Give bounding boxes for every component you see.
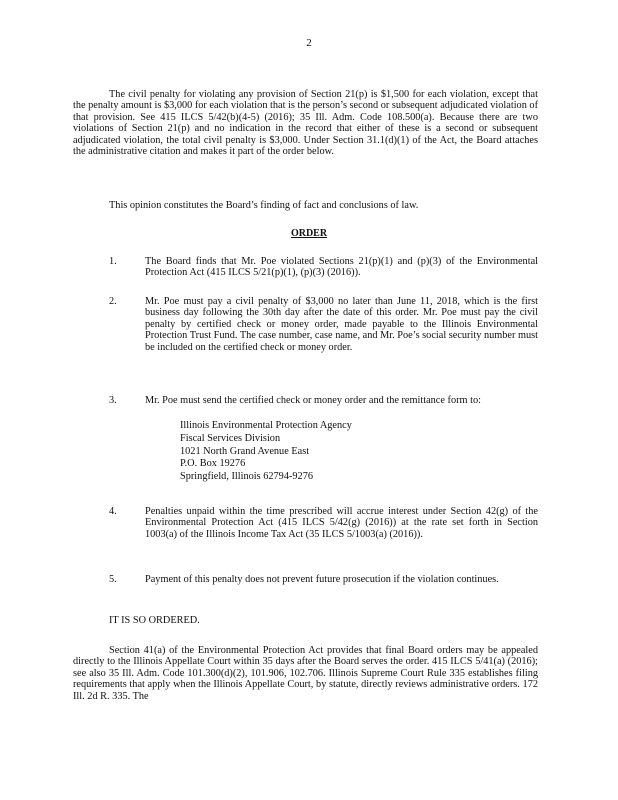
order-item — [73, 574, 538, 585]
mailing-address — [180, 420, 352, 484]
so-ordered: IT IS SO ORDERED. — [109, 615, 200, 626]
order-item-number: 5. — [109, 574, 117, 585]
order-item-number: 3. — [109, 395, 117, 406]
page-number: 2 — [306, 37, 312, 49]
order-item — [73, 395, 538, 406]
order-item-number: 1. — [109, 256, 117, 267]
order-item-text: Mr. Poe must pay a civil penalty of $3,000 no later than June 11, 2018, which is the first business day following the 30th day after the date of this order. Mr. Poe must pay the civil penalty by certified check or money order, made payable to the Illinois Environmental Protection Trust Fund. The case number, case name, and Mr. Poe’s social security number must be included on the certified check or money order. — [145, 296, 538, 353]
order-item-text: Mr. Poe must send the certified check or money order and the remittance form to: — [145, 395, 481, 406]
address-line: Fiscal Services Division — [180, 432, 281, 444]
address-line: Illinois Environmental Protection Agency — [180, 420, 352, 431]
address-line: Springfield, Illinois 62794-9276 — [180, 471, 313, 483]
order-item-number: 2. — [109, 296, 117, 307]
order-item — [73, 506, 538, 540]
order-heading: ORDER — [290, 228, 328, 239]
penalty-paragraph: The civil penalty for violating any provision of Section 21(p) is $1,500 for each violation, except that the penalty amount is $3,000 for each violation that is the person’s second or subsequent adjudicated violation of that provision. See 415 ILCS 5/42(b)(4-5) (2016); 35 Ill. Adm. Code 108.500(a). Because there are two violations of Section 21(p) and no indication in the record that either of these is a second or subsequent adjudicated violation, the total civil penalty is $3,000. Under Section 31.1(d)(1) of the Act, the Board attaches the administrative citation and makes it part of the order below. — [73, 89, 538, 158]
order-item — [73, 256, 538, 279]
address-line: P.O. Box 19276 — [180, 458, 246, 470]
address-line: 1021 North Grand Avenue East — [180, 445, 310, 457]
order-item-text: The Board finds that Mr. Poe violated Sections 21(p)(1) and (p)(3) of the Environmental Protection Act (415 ILCS 5/21(p)(1), (p)(3) (2016)). — [145, 256, 538, 279]
order-item — [73, 296, 538, 353]
order-item-text: Payment of this penalty does not prevent future prosecution if the violation continues. — [145, 574, 499, 585]
order-item-text: Penalties unpaid within the time prescribed will accrue interest under Section 42(g) of the Environmental Protection Act (415 ILCS 5/42(g) (2016)) at the rate set forth in Section 1003(a) of the Illinois Income Tax Act (35 ILCS 5/1003(a) (2016)). — [145, 506, 538, 540]
order-item-number: 4. — [109, 506, 117, 517]
findings-paragraph: This opinion constitutes the Board’s finding of fact and conclusions of law. — [109, 200, 419, 211]
appeal-paragraph: Section 41(a) of the Environmental Protection Act provides that final Board orders may be appealed directly to the Illinois Appellate Court within 35 days after the Board serves the order. 415 ILCS 5/41(a) (2016); see also 35 Ill. Adm. Code 101.300(d)(2), 101.906, 102.706. Illinois Supreme Court Rule 335 establishes filing requirements that apply when the Illinois Appellate Court, by statute, directly reviews administrative orders. 172 Ill. 2d R. 335. The — [73, 645, 538, 702]
